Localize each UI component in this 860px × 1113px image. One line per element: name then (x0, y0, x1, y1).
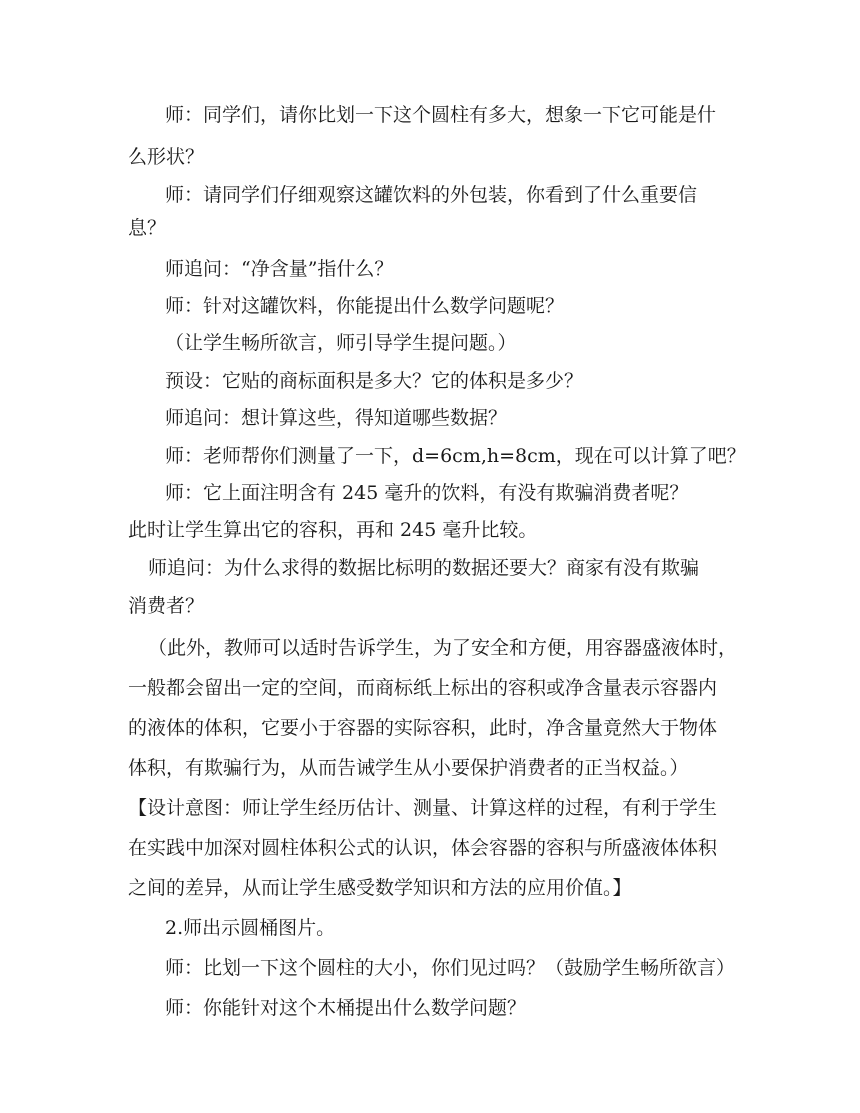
design-intent-line: 在实践中加深对圆柱体积公式的认识，体会容器的容积与所盛液体体积 (128, 837, 718, 859)
paragraph-line: 体积，有欺骗行为，从而告诫学生从小要保护消费者的正当权益。） (128, 757, 689, 779)
design-intent-line: 【设计意图：师让学生经历估计、测量、计算这样的过程，有利于学生 (128, 797, 718, 819)
paragraph-line: （让学生畅所欲言，师引导学生提问题。） (165, 332, 517, 354)
paragraph-line: 师：针对这罐饮料，你能提出什么数学问题呢？ (165, 295, 565, 317)
paragraph-line: 2.师出示圆桶图片。 (165, 917, 336, 939)
paragraph-line: 息？ (128, 217, 167, 239)
paragraph-line: （此外，教师可以适时告诉学生，为了安全和方便，用容器盛液体时， (148, 637, 738, 659)
paragraph-line: 的液体的体积，它要小于容器的实际容积，此时，净含量竟然大于物体 (128, 717, 718, 739)
paragraph-line: 师追问：想计算这些，得知道哪些数据？ (165, 407, 508, 429)
paragraph-line: 师：比划一下这个圆柱的大小，你们见过吗？（鼓励学生畅所欲言） (165, 957, 736, 979)
paragraph-line: 师：同学们，请你比划一下这个圆柱有多大，想象一下它可能是什 (165, 104, 717, 126)
paragraph-line: 师追问：“净含量”指什么？ (165, 258, 394, 280)
paragraph-line: 师：你能针对这个木桶提出什么数学问题？ (165, 997, 527, 1019)
paragraph-line: 师：它上面注明含有 245 毫升的饮料，有没有欺骗消费者呢？ (165, 482, 689, 504)
paragraph-line: 此时让学生算出它的容积，再和 245 毫升比较。 (128, 519, 538, 541)
paragraph-line: 师追问：为什么求得的数据比标明的数据还要大？商家有没有欺骗 (148, 557, 700, 579)
paragraph-line: 预设：它贴的商标面积是多大？它的体积是多少？ (165, 370, 584, 392)
design-intent-line: 之间的差异，从而让学生感受数学知识和方法的应用价值。】 (128, 877, 632, 899)
paragraph-line: 师：请同学们仔细观察这罐饮料的外包装，你看到了什么重要信 (165, 184, 698, 206)
paragraph-line: 么形状？ (128, 146, 205, 168)
paragraph-line: 消费者？ (128, 595, 205, 617)
paragraph-line: 师：老师帮你们测量了一下，d=6cm,h=8cm，现在可以计算了吧？ (165, 445, 746, 467)
paragraph-line: 一般都会留出一定的空间，而商标纸上标出的容积或净含量表示容器内 (128, 677, 718, 699)
